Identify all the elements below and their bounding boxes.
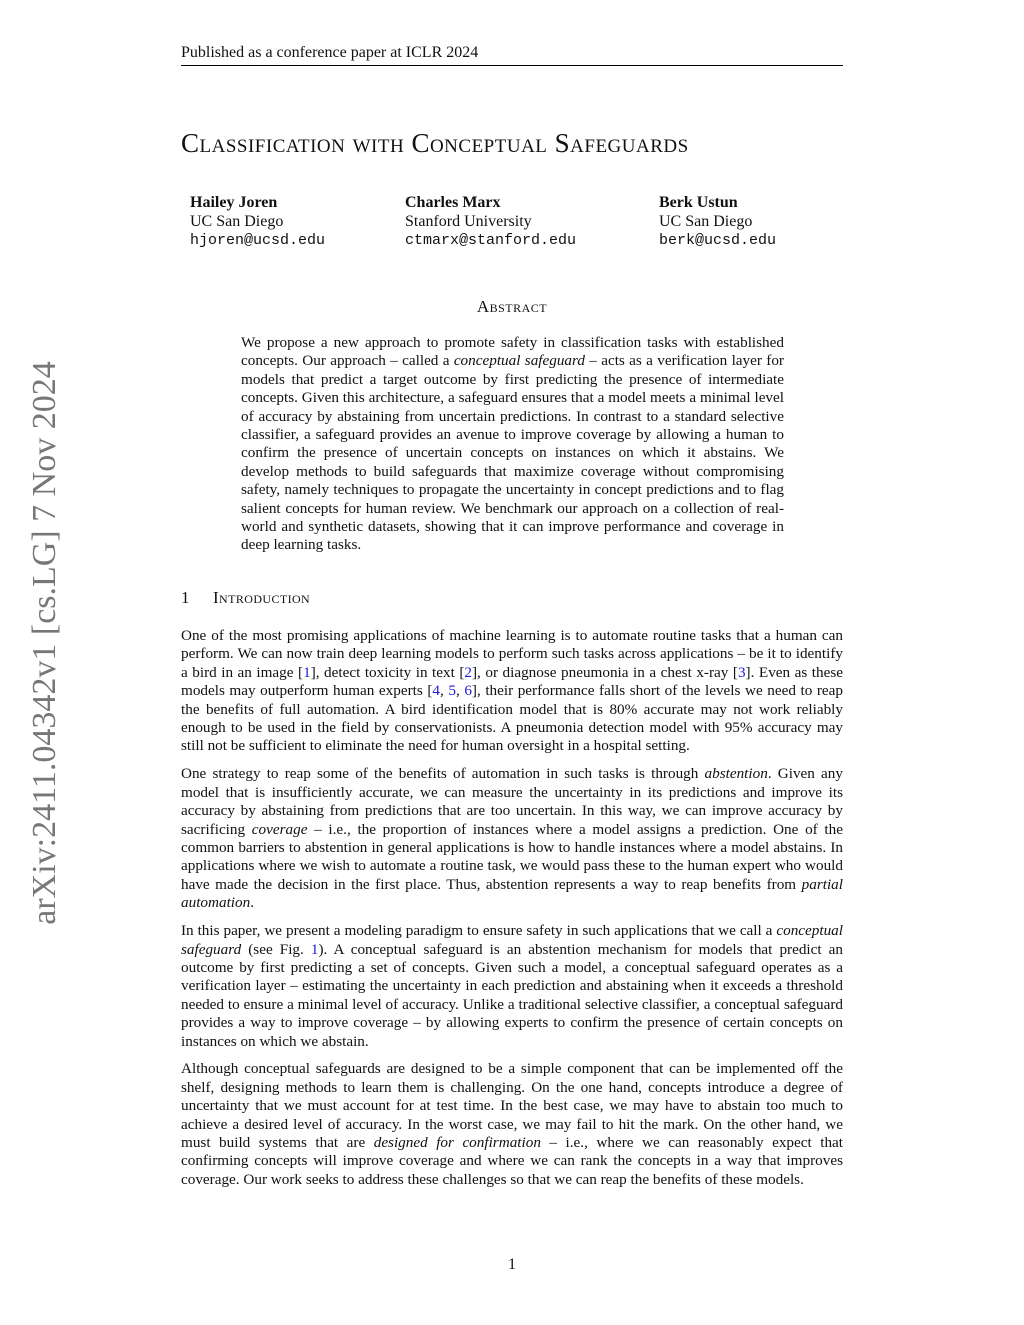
paragraph: One strategy to reap some of the benefits of automation in such tasks is through abstention. Given any model that is insufficiently accurate, we can measure the uncertainty in its predictions and improve its accuracy by abstaining from predictions that are too uncertain. In this way, we can improve accuracy by sacrificing coverage – i.e., the proportion of instances where a model assigns a prediction. One of the common barriers to abstention in general applications is how to handle instances where a model abstains. In applications where we wish to automate a routine task, we would pass these to the human expert who would have made the decision in the first place. Thus, abstention represents a way to reap benefits from partial automation.: [181, 765, 843, 912]
section-title: Introduction: [213, 588, 311, 607]
paragraph: In this paper, we present a modeling paradigm to ensure safety in such applications that we call a conceptual safeguard (see Fig. 1). A conceptual safeguard is an abstention mechanism for models that predict an outcome by first predicting a set of concepts. Given such a model, a conceptual safeguard operates as a verification layer – estimating the uncertainty in each prediction and abstaining when it exceeds a threshold needed to ensure a minimal level of accuracy. Unlike a traditional selective classifier, a conceptual safeguard provides a way to improve coverage – by allowing experts to confirm the presence of certain concepts on instances on which we abstain.: [181, 922, 843, 1050]
abstract-text: We propose a new approach to promote safety in classification tasks with established concepts. Our approach – called a conceptual safeguard – acts as a verification layer for models that predict a target outcome by first predicting the presence of intermediate concepts. Given this architecture, a safeguard ensures that a model meets a minimal level of accuracy by abstaining from uncertain predictions. In contrast to a standard selective classifier, a safeguard provides an avenue to improve coverage by allowing a human to confirm the presence of uncertain concepts on instances on which it abstains. We develop methods to build safeguards that maximize coverage without compromising safety, namely techniques to propagate the uncertainty in concept predictions and to flag salient concepts for human review. We benchmark our approach on a collection of real-world and synthetic datasets, showing that it can improve performance and coverage in deep learning tasks.: [241, 334, 784, 554]
emphasis: partial automation: [181, 875, 843, 912]
citation-link[interactable]: 6: [464, 682, 472, 700]
author-block: [659, 193, 776, 250]
emphasis: designed for confirmation: [373, 1134, 541, 1152]
emphasis: abstention: [704, 765, 768, 783]
arxiv-identifier[interactable]: arXiv:2411.04342v1 [cs.LG] 7 Nov 2024: [26, 361, 63, 925]
citation-link[interactable]: 3: [737, 663, 746, 681]
paper-title: Classification with Conceptual Safeguards: [181, 128, 689, 158]
running-header: Published as a conference paper at ICLR 2024: [181, 44, 843, 66]
emphasis: conceptual safeguard: [453, 352, 585, 370]
abstract-heading: Abstract: [476, 297, 548, 316]
paragraph: Although conceptual safeguards are designed to be a simple component that can be implemented off the shelf, designing methods to learn them is challenging. On the one hand, concepts introduce a degree of uncertainty that we must account for at test time. In the best case, we may have to abstain too much to achieve a desired level of accuracy. In the worst case, we may fail to hit the mark. On the other hand, we must build systems that are designed for confirmation – i.e., where we can reasonably expect that confirming concepts will improve coverage and where we can rank the concepts in a way that improves coverage. Our work seeks to address these challenges so that we can reap the benefits of these models.: [181, 1060, 843, 1188]
citation-link[interactable]: 2: [464, 663, 472, 681]
emphasis: coverage: [251, 820, 308, 838]
citation-link[interactable]: 4: [432, 682, 440, 700]
author-block: [405, 193, 576, 250]
introduction-body: [181, 627, 843, 1199]
author-email[interactable]: ctmarx@stanford.edu: [405, 232, 577, 249]
author-email[interactable]: berk@ucsd.edu: [659, 232, 777, 249]
author-affiliation: UC San Diego: [190, 213, 284, 230]
author-name: Berk Ustun: [659, 194, 738, 211]
figure-link[interactable]: 1: [310, 940, 319, 958]
author-affiliation: UC San Diego: [659, 213, 753, 230]
paragraph: One of the most promising applications of machine learning is to automate routine tasks that a human can perform. We can now train deep learning models to perform such tasks across applications – be it to identify a bird in an image [1], detect toxicity in text [2], or diagnose pneumonia in a chest x-ray [3]. Even as these models may outperform human experts [4, 5, 6], their performance falls short of the levels we need to reap the benefits of full automation. A bird identification model that is 80% accurate may not work reliably enough to be used in the field by conservationists. A pneumonia detection model with 95% accuracy may still not be sufficient to eliminate the need for human oversight in a hospital setting.: [181, 627, 844, 755]
citation-link[interactable]: 5: [448, 682, 456, 700]
page-number: 1: [508, 1256, 516, 1273]
citation-link[interactable]: 1: [303, 663, 311, 681]
author-affiliation: Stanford University: [405, 213, 532, 230]
author-block: [190, 193, 325, 250]
author-name: Charles Marx: [405, 194, 501, 211]
section-heading: [181, 588, 310, 608]
emphasis: conceptual safeguard: [181, 922, 843, 958]
author-name: Hailey Joren: [190, 194, 278, 211]
section-number: 1: [181, 588, 190, 607]
author-email[interactable]: hjoren@ucsd.edu: [190, 232, 326, 249]
